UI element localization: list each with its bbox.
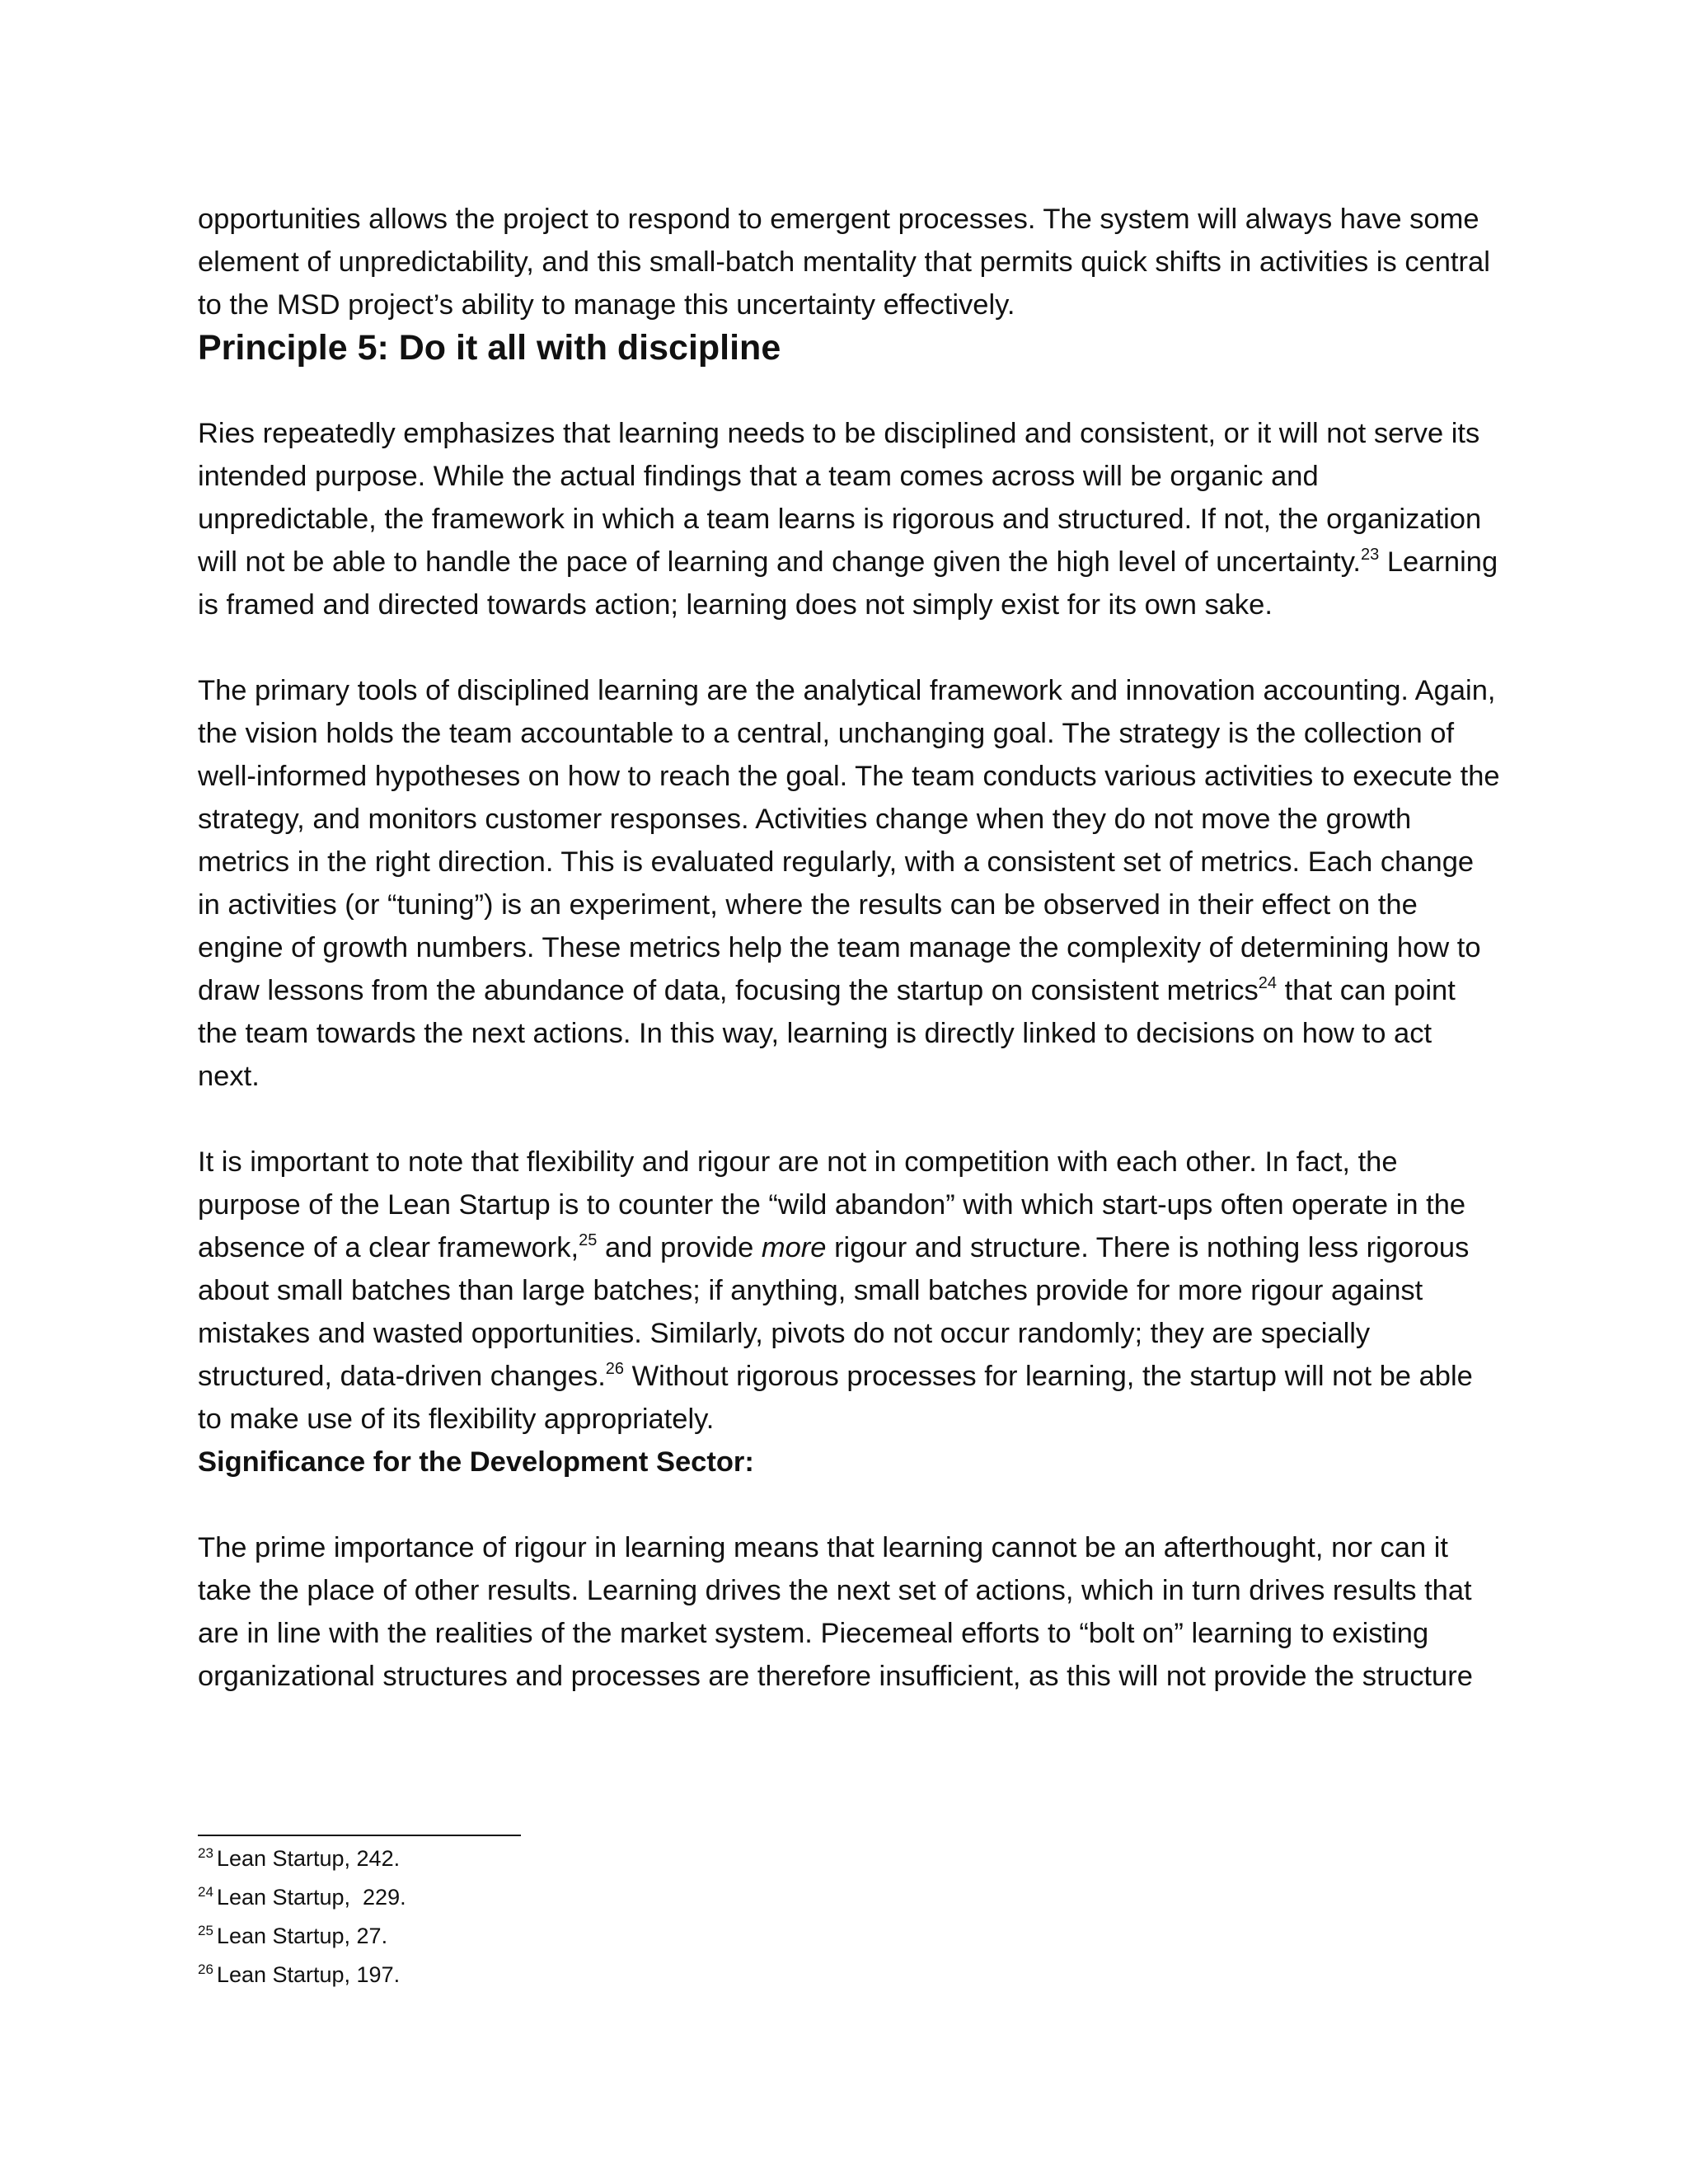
footnote-item: $^{25}$ Lean Startup, 27. [198,1923,388,1948]
footnote-number: 26 [198,1961,213,1977]
footnote-item: $^{24}$ Lean Startup, 229. [198,1884,406,1910]
footnote-ref-26[interactable]: 26 [605,1359,625,1378]
paragraph-tools: The primary tools of disciplined learning are the analytical framework and innovation accounting. Again, the vision holds the team accountable to a central, unchanging goal. The strategy is the collection of well-informed hypotheses on how to reach the goal. The team conducts various activities to execute the strategy, and monitors customer responses. Activities change when they do not move the growth metrics in the right direction. This is evaluated regularly, with a consistent set of metrics. Each change in activities (or “tuning”) is an experiment, where the results can be observed in their effect on the engine of growth numbers. These metrics help the team manage the complexity of determining how to draw lessons from the abundance of data, focusing the startup on consistent metrics$^{24}$ that can point the team towards the next actions. In this way, learning is directly linked to decisions on how to act next. [198,675,1500,1092]
intro-paragraph: opportunities allows the project to respond to emergent processes. The system will always have some element of unpredictability, and this small-batch mentality that permits quick shifts in activities is central to the MSD project’s ability to manage this uncertainty effectively. [198,204,1490,321]
body-text [198,198,1500,1698]
footnotes [198,1840,1500,1994]
emphasis-more: more [761,1232,827,1263]
footnote-separator [198,1835,521,1836]
footnote-number: 23 [198,1845,213,1861]
footnote-ref-23[interactable]: 23 [1361,545,1380,564]
subsection-heading: Significance for the Development Sector: [198,1446,754,1478]
footnote-ref-24[interactable]: 24 [1258,973,1278,992]
footnote-number: 24 [198,1884,213,1900]
footnote-item: $^{26}$ Lean Startup, 197. [198,1961,401,1987]
footnote-number: 25 [198,1923,213,1938]
paragraph-discipline: Ries repeatedly emphasizes that learning needs to be disciplined and consistent, or it will not serve its intended purpose. While the actual findings that a team comes across will be organic and unpredictable, the framework in which a team learns is rigorous and structured. If not, the organization will not be able to handle the pace of learning and change given the high level of uncertainty.$^{23}$ Learning is framed and directed towards action; learning does not simply exist for its own sake. [198,418,1498,621]
footnote-item: $^{23}$ Lean Startup, 242. [198,1845,401,1871]
paragraph-rigour: It is important to note that flexibility and rigour are not in competition with each other. In fact, the purpose of the Lean Startup is to counter the “wild abandon” with which start-ups often operate in the absence of a clear framework,$^{25}$ and provide more rigour and structure. There is nothing less rigorous about small batches than large batches; if anything, small batches provide for more rigour against mistakes and wasted opportunities. Similarly, pivots do not occur randomly; they are specially structured, data-driven changes.$^{26}$ Without rigorous processes for learning, the startup will not be able to make use of its flexibility appropriately. [198,1146,1473,1435]
footnote-ref-25[interactable]: 25 [579,1230,598,1249]
section-heading: Principle 5: Do it all with discipline [198,328,781,368]
paragraph-significance: The prime importance of rigour in learning means that learning cannot be an afterthought, nor can it take the place of other results. Learning drives the next set of actions, which in turn drives results that are in line with the realities of the market system. Piecemeal efforts to “bolt on” learning to existing organizational structures and processes are therefore insufficient, as this will not provide the structure [198,1532,1473,1692]
